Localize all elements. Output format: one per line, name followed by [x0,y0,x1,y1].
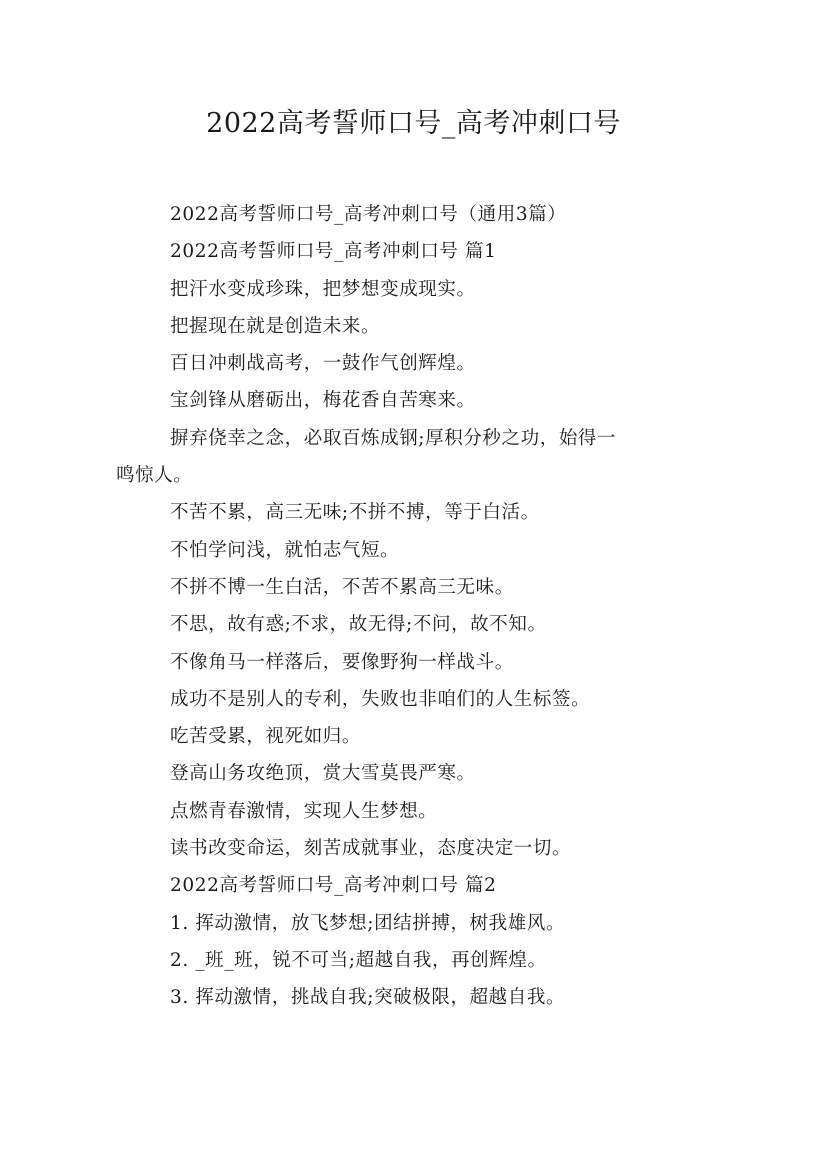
paragraph-text: 把握现在就是创造未来。 [170,315,381,337]
paragraph [0,196,827,233]
paragraph-text: 2. _班_班，锐不可当;超越自我，再创辉煌。 [170,949,547,971]
paragraph-text: 点燃青春激情，实现人生梦想。 [170,800,438,822]
paragraph-text: 读书改变命运，刻苦成就事业，态度决定一切。 [170,838,572,860]
paragraph [0,606,827,643]
paragraph [0,718,827,755]
paragraph [0,271,827,308]
paragraph-wrapped [0,420,827,495]
paragraph-line: 摒弃侥幸之念，必取百炼成钢;厚积分秒之功，始得一 [170,427,617,449]
document-title: 2022高考誓师口号_高考冲刺口号 [206,108,621,139]
paragraph-text: 登高山务攻绝顶，赏大雪莫畏严寒。 [170,763,476,785]
paragraph-text: 吃苦受累，视死如归。 [170,726,362,748]
paragraph-text: 2022高考誓师口号_高考冲刺口号（通用3篇） [170,204,567,225]
paragraph [0,867,827,904]
paragraph [0,979,827,1016]
paragraph-text: 2022高考誓师口号_高考冲刺口号 篇2 [170,875,497,897]
paragraph-text: 2022高考誓师口号_高考冲刺口号 篇1 [170,241,497,263]
paragraph-text: 宝剑锋从磨砺出，梅花香自苦寒来。 [170,390,476,412]
paragraph [0,494,827,531]
paragraph [0,942,827,979]
paragraph [0,793,827,830]
paragraph [0,681,827,718]
paragraph [0,532,827,569]
paragraph [0,233,827,270]
paragraph-text: 不苦不累，高三无味;不拼不搏，等于白活。 [170,502,540,524]
paragraph-text: 百日冲刺战高考，一鼓作气创辉煌。 [170,353,476,375]
paragraph-text: 把汗水变成珍珠，把梦想变成现实。 [170,278,476,300]
paragraph-line: 鸣惊人。 [116,465,193,487]
paragraph [0,569,827,606]
paragraph [0,308,827,345]
paragraph-text: 1. 挥动激情，放飞梦想;团结拼搏，树我雄风。 [170,912,566,934]
document-body [0,196,827,1017]
paragraph-text: 不怕学问浅，就怕志气短。 [170,539,400,561]
paragraph-text: 不像角马一样落后，要像野狗一样战斗。 [170,651,514,673]
paragraph-text: 成功不是别人的专利，失败也非咱们的人生标签。 [170,688,591,710]
paragraph-text: 不拼不博一生白活，不苦不累高三无味。 [170,576,514,598]
paragraph [0,345,827,382]
paragraph-text: 不思，故有惑;不求，故无得;不问，故不知。 [170,614,547,636]
paragraph [0,830,827,867]
paragraph-text: 3. 挥动激情，挑战自我;突破极限，超越自我。 [170,987,566,1009]
paragraph [0,755,827,792]
paragraph [0,644,827,681]
paragraph [0,382,827,419]
paragraph [0,905,827,942]
